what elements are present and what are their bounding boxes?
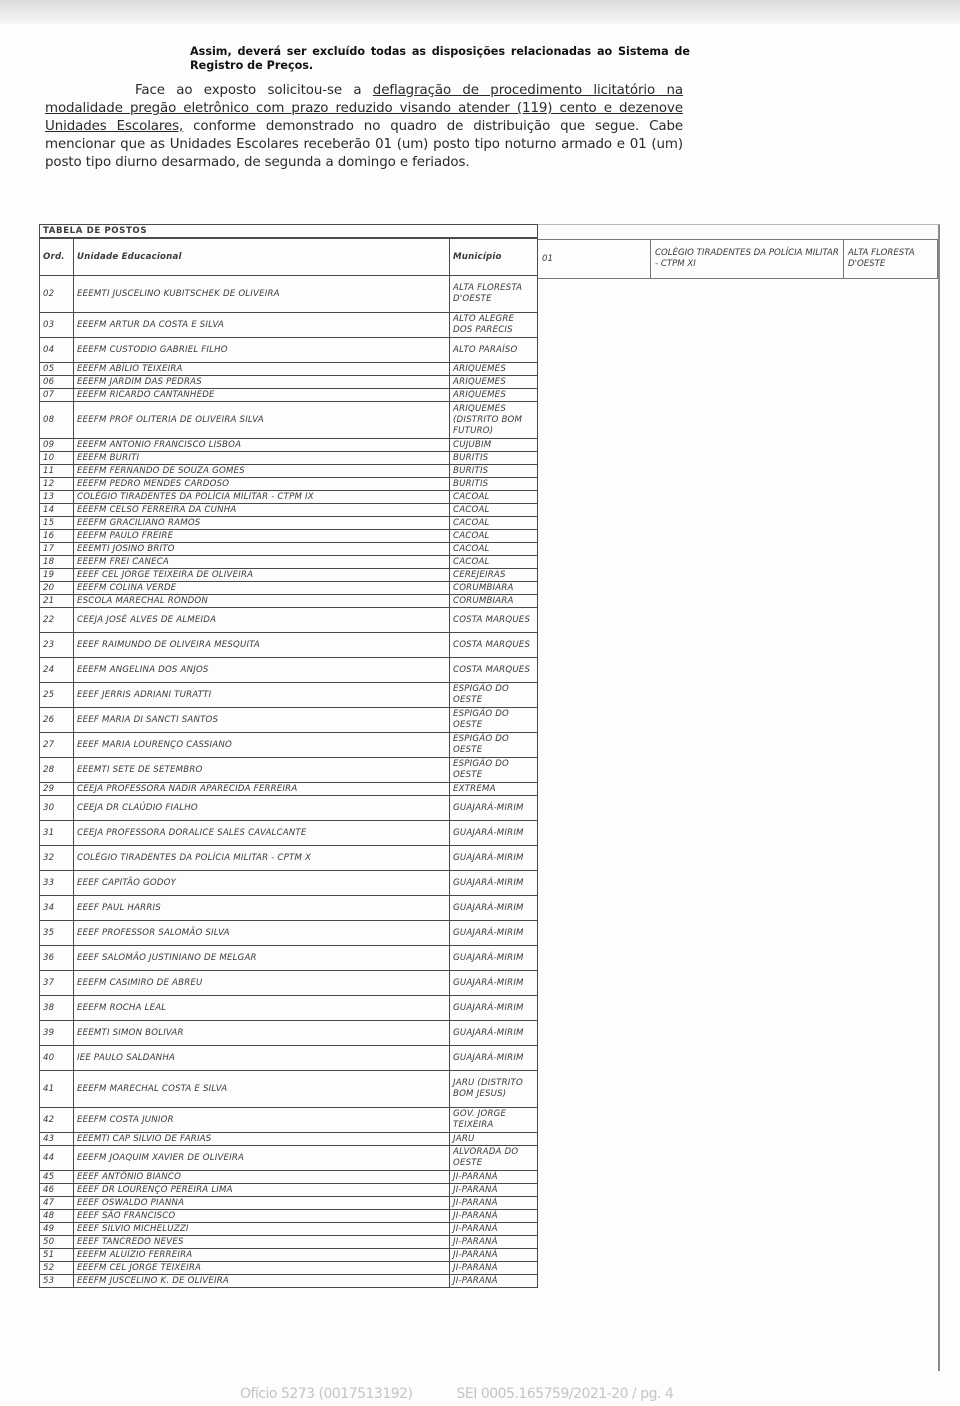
row-municipio: JI-PARANÁ <box>450 1223 538 1236</box>
table-row <box>40 796 538 821</box>
row-unidade: EEEFM FREI CANECA <box>74 556 450 569</box>
table-row <box>40 582 538 595</box>
table-row <box>40 569 538 582</box>
table-row <box>40 465 538 478</box>
row-unidade: EEEFM CELSO FERREIRA DA CUNHA <box>74 504 450 517</box>
row-unidade: EEEMTI JUSCELINO KUBITSCHEK DE OLIVEIRA <box>74 276 450 313</box>
row-unidade: EEEFM ROCHA LEAL <box>74 996 450 1021</box>
row-ord: 20 <box>40 582 74 595</box>
row-municipio: GUAJARÁ-MIRIM <box>450 821 538 846</box>
paragraph-underlined: deflagração de procedimento licitatório na modalidade pregão eletrônico com prazo reduzido visando atender (119) cento e dezenove Unidades Escolares, <box>45 83 683 134</box>
exclusion-paragraph: Assim, deverá ser excluído todas as disposições relacionadas ao Sistema de Registro de Preços. <box>190 45 690 72</box>
row-unidade: EEEFM ABÍLIO TEIXEIRA <box>74 363 450 376</box>
row-ord: 30 <box>40 796 74 821</box>
row-ord: 45 <box>40 1171 74 1184</box>
paragraph-rest: conforme demonstrado no quadro de distribuição que segue. Cabe mencionar que as Unidades Escolares receberão 01 (um) posto tipo noturno armado e 01 (um) posto tipo diurno desarmado, de segunda a domingo e feriados. <box>45 119 683 170</box>
row-municipio: CEREJEIRAS <box>450 569 538 582</box>
row-unidade: EEEF MARIA LOURENÇO CASSIANO <box>74 733 450 758</box>
row-unidade: EEEF PAUL HARRIS <box>74 896 450 921</box>
row-unidade: EEEFM BURITI <box>74 452 450 465</box>
row-ord: 27 <box>40 733 74 758</box>
row-ord: 44 <box>40 1146 74 1171</box>
table-row <box>40 1133 538 1146</box>
header-ord: Ord. <box>40 238 74 276</box>
page-top-shadow <box>0 0 960 24</box>
row-unidade: EEEFM COSTA JUNIOR <box>74 1108 450 1133</box>
row-ord: 50 <box>40 1236 74 1249</box>
row-unidade: EEEFM GRACILIANO RAMOS <box>74 517 450 530</box>
row-ord: 39 <box>40 1021 74 1046</box>
row-unidade: EEEF CEL JORGE TEIXEIRA DE OLIVEIRA <box>74 569 450 582</box>
page-footer <box>240 1386 673 1402</box>
row-ord: 23 <box>40 633 74 658</box>
table-row <box>40 276 538 313</box>
row-municipio: ESPIGÃO DO OESTE <box>450 758 538 783</box>
table-row <box>40 452 538 465</box>
side-row-unidade: COLÉGIO TIRADENTES DA POLÍCIA MILITAR - CTPM XI <box>650 240 843 278</box>
row-unidade: EEEMTI CAP SILVIO DE FARIAS <box>74 1133 450 1146</box>
row-unidade: EEEF SALOMÃO JUSTINIANO DE MELGAR <box>74 946 450 971</box>
row-municipio: JARU (DISTRITO BOM JESUS) <box>450 1071 538 1108</box>
table-row <box>40 1021 538 1046</box>
table-row <box>40 996 538 1021</box>
row-municipio: BURITIS <box>450 465 538 478</box>
row-ord: 37 <box>40 971 74 996</box>
row-unidade: EEEF OSWALDO PIANNA <box>74 1197 450 1210</box>
row-municipio: GUAJARÁ-MIRIM <box>450 921 538 946</box>
footer-oficio: Ofício 5273 (0017513192) <box>240 1386 413 1402</box>
table-row <box>40 338 538 363</box>
row-ord: 04 <box>40 338 74 363</box>
row-municipio: CACOAL <box>450 517 538 530</box>
table-row <box>40 389 538 402</box>
row-unidade: EEEF DR LOURENÇO PEREIRA LIMA <box>74 1184 450 1197</box>
row-unidade: COLÉGIO TIRADENTES DA POLÍCIA MILITAR - CPTM X <box>74 846 450 871</box>
table-row <box>40 1108 538 1133</box>
table-row <box>40 1171 538 1184</box>
row-municipio: ESPIGÃO DO OESTE <box>450 708 538 733</box>
row-municipio: ALTA FLORESTA D'OESTE <box>450 276 538 313</box>
table-row <box>40 1223 538 1236</box>
row-municipio: GUAJARÁ-MIRIM <box>450 871 538 896</box>
row-ord: 17 <box>40 543 74 556</box>
row-unidade: EEEFM JOAQUIM XAVIER DE OLIVEIRA <box>74 1146 450 1171</box>
row-municipio: ALVORADA DO OESTE <box>450 1146 538 1171</box>
table-title: TABELA DE POSTOS <box>40 225 538 239</box>
row-municipio: EXTREMA <box>450 783 538 796</box>
row-ord: 42 <box>40 1108 74 1133</box>
row-municipio: COSTA MARQUES <box>450 633 538 658</box>
table-row <box>40 1146 538 1171</box>
row-ord: 40 <box>40 1046 74 1071</box>
row-ord: 53 <box>40 1275 74 1288</box>
side-row-municipio: ALTA FLORESTA D'OESTE <box>843 240 937 278</box>
table-row <box>40 783 538 796</box>
table-row <box>40 1184 538 1197</box>
row-ord: 51 <box>40 1249 74 1262</box>
row-unidade: EEEMTI SIMON BOLIVAR <box>74 1021 450 1046</box>
row-municipio: ALTO ALEGRE DOS PARECIS <box>450 313 538 338</box>
row-unidade: EEEF SÃO FRANCISCO <box>74 1210 450 1223</box>
row-ord: 31 <box>40 821 74 846</box>
table-row <box>40 1071 538 1108</box>
row-municipio: JI-PARANÁ <box>450 1184 538 1197</box>
row-ord: 48 <box>40 1210 74 1223</box>
row-municipio: JI-PARANÁ <box>450 1262 538 1275</box>
row-municipio: BURITIS <box>450 452 538 465</box>
table-row <box>40 376 538 389</box>
table-row <box>40 517 538 530</box>
row-municipio: COSTA MARQUES <box>450 658 538 683</box>
table-row <box>40 1236 538 1249</box>
row-municipio: JI-PARANÁ <box>450 1171 538 1184</box>
table-right-frame <box>537 224 940 1371</box>
row-ord: 16 <box>40 530 74 543</box>
row-unidade: EEEF CAPITÃO GODOY <box>74 871 450 896</box>
row-unidade: EEEFM ANGELINA DOS ANJOS <box>74 658 450 683</box>
row-unidade: CEEJA JOSÉ ALVES DE ALMEIDA <box>74 608 450 633</box>
row-unidade: EEEFM ARTUR DA COSTA E SILVA <box>74 313 450 338</box>
table-row <box>40 491 538 504</box>
row-unidade: CEEJA PROFESSORA DORALICE SALES CAVALCANTE <box>74 821 450 846</box>
table-row <box>40 871 538 896</box>
table-row <box>40 821 538 846</box>
row-municipio: ARIQUEMES (DISTRITO BOM FUTURO) <box>450 402 538 439</box>
row-unidade: CEEJA DR CLAÚDIO FIALHO <box>74 796 450 821</box>
row-municipio: CORUMBIARA <box>450 595 538 608</box>
row-municipio: JI-PARANÁ <box>450 1249 538 1262</box>
table-row <box>40 846 538 871</box>
row-municipio: GUAJARÁ-MIRIM <box>450 896 538 921</box>
footer-sei: SEI 0005.165759/2021-20 / pg. 4 <box>456 1386 674 1402</box>
row-unidade: EEEFM ANTONIO FRANCISCO LISBOA <box>74 439 450 452</box>
row-unidade: EEEFM CEL JORGE TEIXEIRA <box>74 1262 450 1275</box>
body-paragraph <box>45 82 683 172</box>
row-ord: 09 <box>40 439 74 452</box>
row-ord: 10 <box>40 452 74 465</box>
row-municipio: CORUMBIARA <box>450 582 538 595</box>
row-unidade: EEEFM PROF OLITERIA DE OLIVEIRA SILVA <box>74 402 450 439</box>
table-row <box>40 439 538 452</box>
row-ord: 52 <box>40 1262 74 1275</box>
row-unidade: EEEF MARIA DI SANCTI SANTOS <box>74 708 450 733</box>
row-ord: 07 <box>40 389 74 402</box>
row-ord: 35 <box>40 921 74 946</box>
row-municipio: CACOAL <box>450 491 538 504</box>
row-ord: 32 <box>40 846 74 871</box>
row-municipio: JI-PARANÁ <box>450 1275 538 1288</box>
row-unidade: EEEF JERRIS ADRIANI TURATTI <box>74 683 450 708</box>
row-municipio: BURITIS <box>450 478 538 491</box>
row-unidade: EEEF TANCREDO NEVES <box>74 1236 450 1249</box>
header-unidade: Unidade Educacional <box>74 238 450 276</box>
table-row <box>40 921 538 946</box>
row-municipio: JI-PARANÁ <box>450 1210 538 1223</box>
row-unidade: EEEFM JUSCELINO K. DE OLIVEIRA <box>74 1275 450 1288</box>
table-row <box>40 1046 538 1071</box>
row-ord: 03 <box>40 313 74 338</box>
table-row <box>40 633 538 658</box>
row-municipio: CACOAL <box>450 556 538 569</box>
row-municipio: GUAJARÁ-MIRIM <box>450 796 538 821</box>
row-municipio: GUAJARÁ-MIRIM <box>450 846 538 871</box>
side-row-ord: 01 <box>537 240 650 278</box>
postos-table <box>39 224 538 1288</box>
table-row <box>40 1197 538 1210</box>
row-unidade: EEEF PROFESSOR SALOMÃO SILVA <box>74 921 450 946</box>
row-ord: 46 <box>40 1184 74 1197</box>
table-row <box>40 1275 538 1288</box>
table-row <box>40 478 538 491</box>
row-municipio: CUJUBIM <box>450 439 538 452</box>
row-municipio: JI-PARANÁ <box>450 1236 538 1249</box>
table-row <box>40 543 538 556</box>
row-ord: 18 <box>40 556 74 569</box>
row-unidade: EEEFM FERNANDO DE SOUZA GOMES <box>74 465 450 478</box>
table-row <box>40 658 538 683</box>
row-ord: 19 <box>40 569 74 582</box>
row-ord: 13 <box>40 491 74 504</box>
table-row <box>40 363 538 376</box>
table-row <box>40 1262 538 1275</box>
table-row <box>40 708 538 733</box>
row-municipio: GUAJARÁ-MIRIM <box>450 996 538 1021</box>
row-ord: 06 <box>40 376 74 389</box>
row-unidade: CEEJA PROFESSORA NADIR APARECIDA FERREIRA <box>74 783 450 796</box>
table-row <box>40 733 538 758</box>
row-unidade: EEEF RAIMUNDO DE OLIVEIRA MESQUITA <box>74 633 450 658</box>
row-ord: 12 <box>40 478 74 491</box>
row-ord: 22 <box>40 608 74 633</box>
row-municipio: GUAJARÁ-MIRIM <box>450 1021 538 1046</box>
row-ord: 36 <box>40 946 74 971</box>
table-body <box>40 276 538 1288</box>
row-municipio: GUAJARÁ-MIRIM <box>450 971 538 996</box>
row-ord: 08 <box>40 402 74 439</box>
row-unidade: ESCOLA MARECHAL RONDON <box>74 595 450 608</box>
row-unidade: EEEFM ALUIZIO FERREIRA <box>74 1249 450 1262</box>
row-ord: 49 <box>40 1223 74 1236</box>
header-municipio: Município <box>450 238 538 276</box>
row-municipio: ARIQUEMES <box>450 389 538 402</box>
postos-table-wrapper <box>39 224 537 1288</box>
table-row <box>40 530 538 543</box>
row-municipio: CACOAL <box>450 504 538 517</box>
table-row <box>40 608 538 633</box>
row-ord: 29 <box>40 783 74 796</box>
row-unidade: EEEFM PEDRO MENDES CARDOSO <box>74 478 450 491</box>
table-row <box>40 896 538 921</box>
table-row <box>40 971 538 996</box>
row-unidade: EEEMTI SETE DE SETEMBRO <box>74 758 450 783</box>
table-row <box>40 1210 538 1223</box>
row-ord: 05 <box>40 363 74 376</box>
row-ord: 34 <box>40 896 74 921</box>
table-row <box>40 402 538 439</box>
row-ord: 14 <box>40 504 74 517</box>
row-ord: 41 <box>40 1071 74 1108</box>
row-unidade: EEEFM CUSTODIO GABRIEL FILHO <box>74 338 450 363</box>
paragraph-lead: Face ao exposto solicitou-se a <box>135 83 373 98</box>
table-row <box>40 556 538 569</box>
row-municipio: GOV. JORGE TEIXEIRA <box>450 1108 538 1133</box>
row-unidade: EEEFM COLINA VERDE <box>74 582 450 595</box>
row-unidade: EEEFM CASIMIRO DE ABREU <box>74 971 450 996</box>
table-row <box>40 1249 538 1262</box>
row-ord: 02 <box>40 276 74 313</box>
row-unidade: COLÉGIO TIRADENTES DA POLÍCIA MILITAR - CTPM IX <box>74 491 450 504</box>
row-municipio: ARIQUEMES <box>450 363 538 376</box>
table-row <box>40 313 538 338</box>
table-row <box>40 758 538 783</box>
row-ord: 33 <box>40 871 74 896</box>
row-unidade: EEEFM MARECHAL COSTA E SILVA <box>74 1071 450 1108</box>
row-municipio: CACOAL <box>450 530 538 543</box>
row-ord: 24 <box>40 658 74 683</box>
row-municipio: GUAJARÁ-MIRIM <box>450 946 538 971</box>
row-ord: 28 <box>40 758 74 783</box>
row-ord: 25 <box>40 683 74 708</box>
row-municipio: CACOAL <box>450 543 538 556</box>
row-ord: 15 <box>40 517 74 530</box>
row-unidade: EEEMTI JOSINO BRITO <box>74 543 450 556</box>
side-table-row <box>537 239 938 279</box>
row-ord: 21 <box>40 595 74 608</box>
row-municipio: ARIQUEMES <box>450 376 538 389</box>
row-unidade: IEE PAULO SALDANHA <box>74 1046 450 1071</box>
row-municipio: ESPIGÃO DO OESTE <box>450 683 538 708</box>
row-ord: 26 <box>40 708 74 733</box>
table-row <box>40 683 538 708</box>
row-ord: 38 <box>40 996 74 1021</box>
row-ord: 43 <box>40 1133 74 1146</box>
row-municipio: ESPIGÃO DO OESTE <box>450 733 538 758</box>
row-municipio: GUAJARÁ-MIRIM <box>450 1046 538 1071</box>
row-unidade: EEEFM PAULO FREIRE <box>74 530 450 543</box>
row-unidade: EEEF ANTÔNIO BIANCO <box>74 1171 450 1184</box>
row-municipio: COSTA MARQUES <box>450 608 538 633</box>
row-ord: 11 <box>40 465 74 478</box>
row-unidade: EEEF SILVIO MICHELUZZI <box>74 1223 450 1236</box>
table-row <box>40 946 538 971</box>
row-municipio: ALTO PARAÍSO <box>450 338 538 363</box>
row-unidade: EEEFM JARDIM DAS PEDRAS <box>74 376 450 389</box>
row-municipio: JI-PARANÁ <box>450 1197 538 1210</box>
table-row <box>40 504 538 517</box>
row-municipio: JARU <box>450 1133 538 1146</box>
row-unidade: EEEFM RICARDO CANTANHEDE <box>74 389 450 402</box>
table-row <box>40 595 538 608</box>
row-ord: 47 <box>40 1197 74 1210</box>
